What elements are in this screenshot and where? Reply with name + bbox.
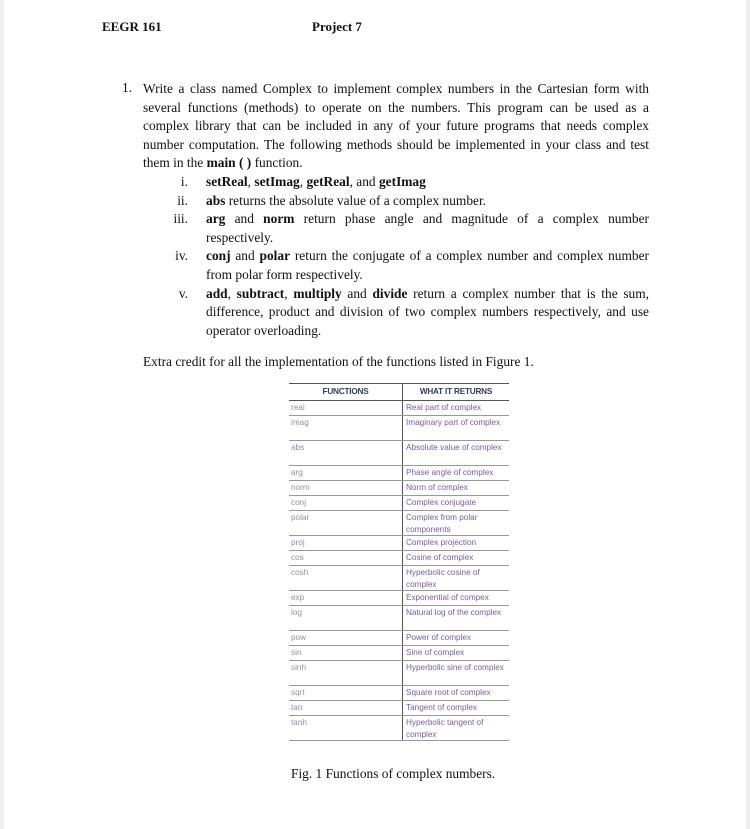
project-title: Project 7 <box>312 19 362 34</box>
table-row <box>289 551 509 566</box>
return-description-cell: Hyperbolic cosine of complex <box>406 568 480 589</box>
function-name-cell: tanh <box>289 716 403 740</box>
table-row <box>289 481 509 496</box>
method-item <box>143 247 649 284</box>
table-row <box>289 496 509 511</box>
intro-tail: function. <box>251 155 303 171</box>
question-intro <box>143 80 649 173</box>
method-name: divide <box>372 285 408 301</box>
table-row <box>289 536 509 551</box>
function-name-cell: cos <box>289 551 403 565</box>
return-description-cell: Real part of complex <box>406 403 482 412</box>
item-numeral: i. <box>180 173 188 189</box>
method-item <box>143 210 649 247</box>
return-description-cell: Phase angle of complex <box>406 468 494 477</box>
table-row <box>289 566 509 591</box>
item-text: returns the absolute value of a complex number. <box>225 192 487 208</box>
document-page <box>4 0 746 829</box>
function-name-cell: sqrt <box>289 686 403 700</box>
item-text: , <box>227 285 237 301</box>
item-text: return the conjugate of a complex number and complex number from polar form respectively. <box>206 248 649 282</box>
table-row <box>289 631 509 646</box>
function-name-cell: norm <box>289 481 403 495</box>
method-name: multiply <box>293 285 342 301</box>
table-row <box>289 701 509 716</box>
return-description-cell: Complex projection <box>406 538 477 547</box>
method-name: getReal <box>306 173 350 189</box>
item-text: , <box>247 173 255 189</box>
method-name: norm <box>263 211 295 227</box>
return-description-cell: Hyperbolic tangent of complex <box>406 718 484 739</box>
table-header <box>289 383 509 401</box>
item-numeral: iii. <box>173 211 188 227</box>
return-description-cell: Sine of complex <box>406 648 465 657</box>
course-code: EEGR 161 <box>102 19 162 34</box>
table-row <box>289 606 509 631</box>
return-description-cell: Natural log of the complex <box>406 608 502 617</box>
table-row <box>289 646 509 661</box>
table-row <box>289 511 509 536</box>
main-function: main ( ) <box>206 155 252 171</box>
method-name: setImag <box>254 173 300 189</box>
item-text: , and <box>349 173 379 189</box>
function-name-cell: sin <box>289 646 403 660</box>
method-name: add <box>206 285 228 301</box>
table-row <box>289 416 509 441</box>
question-body <box>143 80 649 340</box>
return-description-cell: Complex from polar components <box>406 513 478 534</box>
item-numeral: v. <box>178 285 188 301</box>
item-numeral: ii. <box>177 192 188 208</box>
header-functions: FUNCTIONS <box>289 384 403 400</box>
table-row <box>289 716 509 741</box>
method-item <box>143 192 649 211</box>
item-text: return phase angle and magnitude of a complex number respectively. <box>206 211 650 245</box>
method-name: conj <box>206 248 231 264</box>
functions-table <box>289 383 509 741</box>
function-name-cell: cosh <box>289 566 403 590</box>
item-numeral: iv. <box>175 248 188 264</box>
function-name-cell: arg <box>289 466 403 480</box>
table-body <box>289 401 509 741</box>
method-name: arg <box>206 211 226 227</box>
return-description-cell: Tangent of complex <box>406 703 477 712</box>
return-description-cell: Exponential of compex <box>406 593 489 602</box>
function-name-cell: abs <box>289 441 403 465</box>
function-name-cell: proj <box>289 536 403 550</box>
return-description-cell: Norm of complex <box>406 483 468 492</box>
table-row <box>289 686 509 701</box>
question-number: 1. <box>122 80 133 95</box>
item-text: , <box>299 173 307 189</box>
table-row <box>289 591 509 606</box>
method-name: abs <box>206 192 226 208</box>
return-description-cell: Hyperbolic sine of complex <box>406 663 504 672</box>
intro-text: Write a class named Complex to implement complex numbers in the Cartesian form with several functions (methods) to operate on the numbers. This program can be used as a complex library that can be included in any of your future programs that needs complex number computation. The following methods should be implemented in your class and test them in the <box>143 81 649 171</box>
function-name-cell: imag <box>289 416 403 440</box>
table-row <box>289 401 509 416</box>
method-name: polar <box>259 248 291 264</box>
function-name-cell: pow <box>289 631 403 645</box>
method-name: subtract <box>236 285 285 301</box>
return-description-cell: Cosine of complex <box>406 553 474 562</box>
item-text: , <box>284 285 294 301</box>
return-description-cell: Imaginary part of complex <box>406 418 501 427</box>
method-item <box>143 285 649 341</box>
item-text: and <box>225 211 264 227</box>
function-name-cell: exp <box>289 591 403 605</box>
return-description-cell: Absolute value of complex <box>406 443 502 452</box>
table-row <box>289 466 509 481</box>
function-name-cell: sinh <box>289 661 403 685</box>
return-description-cell: Square root of complex <box>406 688 491 697</box>
item-text: return a complex number that is the sum, difference, product and division of two complex numbers respectively, and use operator overloading. <box>206 285 650 338</box>
method-list <box>143 173 649 340</box>
extra-credit-note: Extra credit for all the implementation of the functions listed in Figure 1. <box>143 354 534 369</box>
header-returns: WHAT IT RETURNS <box>419 387 493 396</box>
table-row <box>289 441 509 466</box>
function-name-cell: tan <box>289 701 403 715</box>
figure-caption: Fig. 1 Functions of complex numbers. <box>291 766 496 781</box>
return-description-cell: Complex conjugate <box>406 498 477 507</box>
function-name-cell: real <box>289 401 403 415</box>
item-text: and <box>230 248 260 264</box>
method-name: getImag <box>378 173 426 189</box>
function-name-cell: conj <box>289 496 403 510</box>
function-name-cell: log <box>289 606 403 630</box>
item-text: and <box>341 285 373 301</box>
return-description-cell: Power of complex <box>406 633 472 642</box>
method-name: setReal <box>206 173 248 189</box>
function-name-cell: polar <box>289 511 403 535</box>
method-item <box>143 173 649 192</box>
table-row <box>289 661 509 686</box>
